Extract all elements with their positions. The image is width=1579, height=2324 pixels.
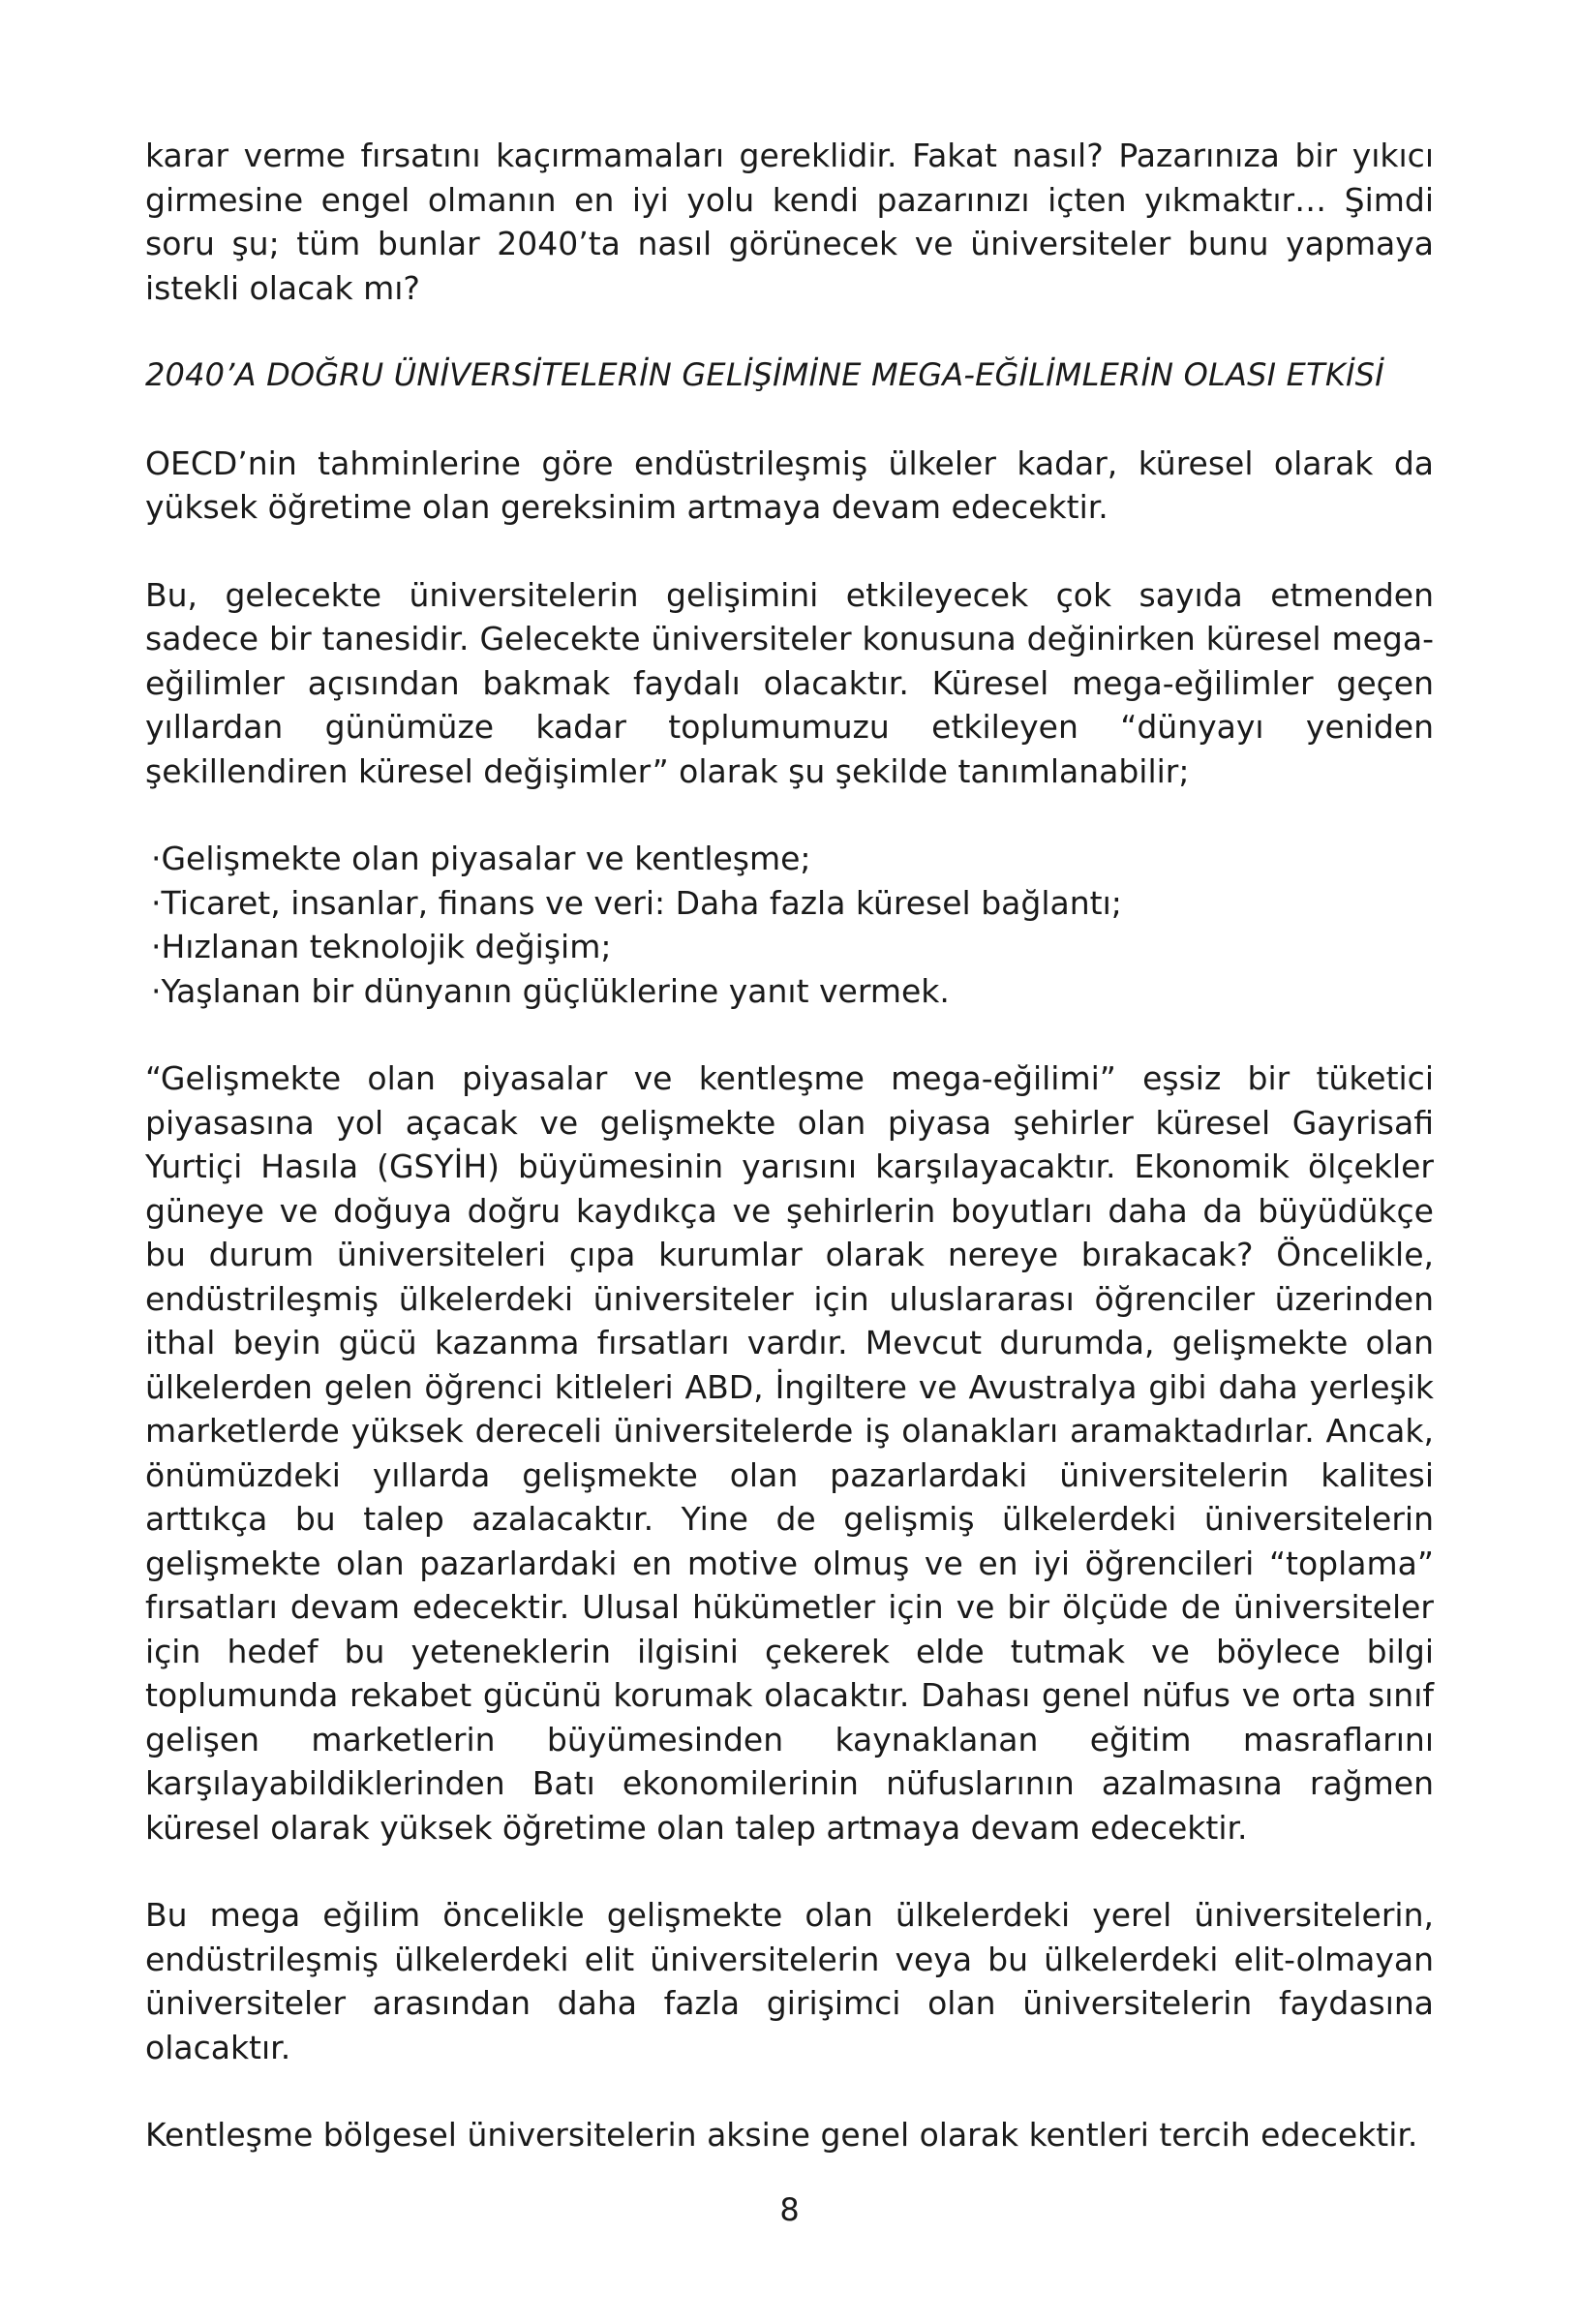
paragraph-urbanization: Kentleşme bölgesel üniversitelerin aksine genel olarak kentleri tercih edecektir. (145, 2116, 1418, 2154)
paragraph-oecd: OECD’nin tahminlerine göre endüstrileşmiş ülkeler kadar, küresel olarak da yüksek öğretime olan gereksinim artmaya devam edecektir. (145, 443, 1434, 526)
paragraph-intro: karar verme fırsatını kaçırmamaları gereklidir. Fakat nasıl? Pazarınıza bir yıkıcı girmesine engel olmanın en iyi yolu kendi pazarınızı içten yıkmaktır… Şimdi soru şu; tüm bunlar 2040’ta nasıl görünecek ve üniversiteler bunu yapmaya istekli olacak mı? (145, 137, 1434, 307)
mega-trend-list (145, 837, 1434, 1013)
paragraph-emerging-markets: “Gelişmekte olan piyasalar ve kentleşme mega-eğilimi” eşsiz bir tüketici piyasasına yol açacak ve gelişmekte olan piyasa şehirler küresel Gayrisafi Yurtiçi Hasıla (GSYİH) büyümesinin yarısını karşılayacaktır. Ekonomik ölçekler güneye ve doğuya doğru kaydıkça ve şehirlerin boyutları daha da büyüdükçe bu durum üniversiteleri çıpa kurumlar olarak nereye bırakacak? Öncelikle, endüstrileşmiş ülkelerdeki üniversiteler için uluslararası öğrenciler üzerinden ithal beyin gücü kazanma fırsatları vardır. Mevcut durumda, gelişmekte olan ülkelerden gelen öğrenci kitleleri ABD, İngiltere ve Avustralya gibi daha yerleşik marketlerde yüksek dereceli üniversitelerde iş olanakları aramaktadırlar. Ancak, önümüzdeki yıllarda gelişmekte olan pazarlardaki üniversitelerin kalitesi arttıkça bu talep azalacaktır. Yine de gelişmiş ülkelerdeki üniversitelerin gelişmekte olan pazarlardaki en motive olmuş ve en iyi öğrencileri “toplama” fırsatları devam edecektir. Ulusal hükümetler için ve bir ölçüde de üniversiteler için hedef bu yeteneklerin ilgisini çekerek elde tutmak ve böylece bilgi toplumunda rekabet gücünü korumak olacaktır. Dahası genel nüfus ve orta sınıf gelişen marketlerin büyümesinden kaynaklanan eğitim masraflarını karşılayabildiklerinden Batı ekonomilerinin nüfuslarının azalmasına rağmen küresel olarak yüksek öğretime olan talep artmaya devam edecektir. (145, 1059, 1434, 1847)
list-item: ·Ticaret, insanlar, finans ve veri: Daha fazla küresel bağlantı; (151, 883, 1122, 922)
document-page (145, 134, 1434, 2201)
list-item: ·Gelişmekte olan piyasalar ve kentleşme; (151, 840, 811, 877)
paragraph-beneficiaries: Bu mega eğilim öncelikle gelişmekte olan ülkelerdeki yerel üniversitelerin, endüstrileşmiş ülkelerdeki elit üniversitelerin veya bu ülkelerdeki elit-olmayan üniversiteler arasından daha fazla girişimci olan üniversitelerin faydasına olacaktır. (145, 1896, 1434, 2066)
page-number: 8 (779, 2191, 800, 2228)
list-item: ·Yaşlanan bir dünyanın güçlüklerine yanıt vermek. (151, 971, 950, 1010)
list-item: ·Hızlanan teknolojik değişim; (151, 928, 612, 965)
paragraph-mega-trends: Bu, gelecekte üniversitelerin gelişimini etkileyecek çok sayıda etmenden sadece bir tanesidir. Gelecekte üniversiteler konusuna değinirken küresel mega-eğilimler açısından bakmak faydalı olacaktır. Küresel mega-eğilimler geçen yıllardan günümüze kadar toplumumuzu etkileyen “dünyayı yeniden şekillendiren küresel değişimler” olarak şu şekilde tanımlanabilir; (145, 575, 1434, 790)
section-heading: 2040’A DOĞRU ÜNİVERSİTELERİN GELİŞİMİNE MEGA-EĞİLİMLERİN OLASI ETKİSİ (145, 356, 1384, 393)
